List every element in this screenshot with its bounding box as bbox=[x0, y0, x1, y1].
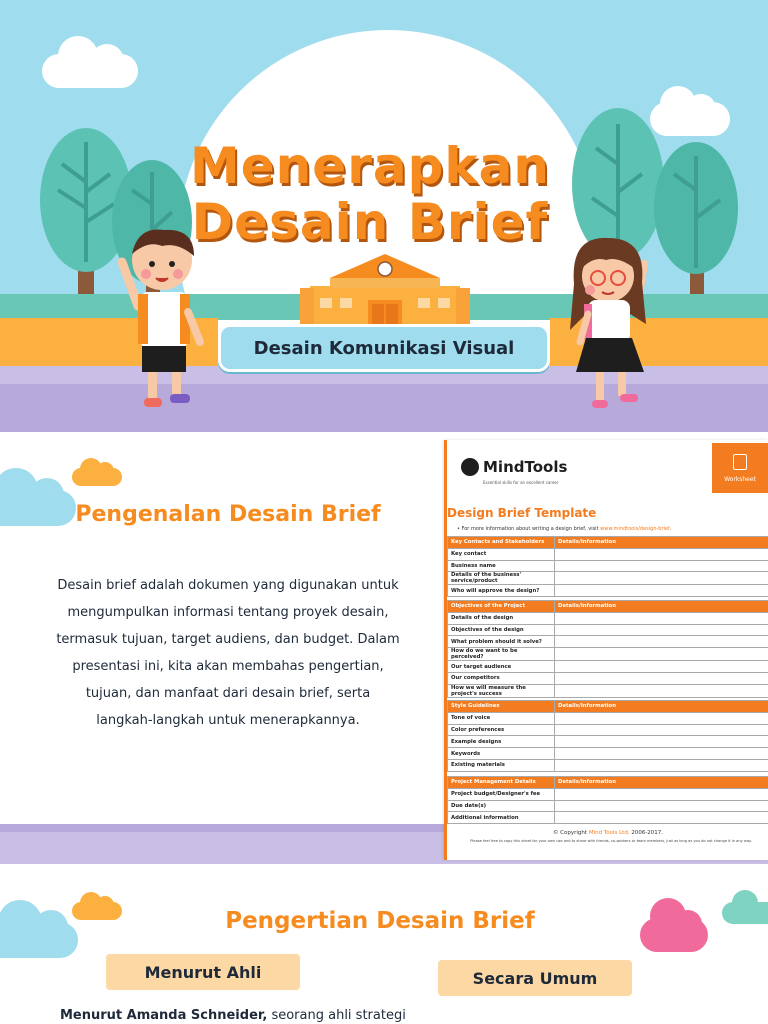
table-header-value: Details/Information bbox=[555, 537, 768, 549]
table-row bbox=[448, 788, 768, 800]
cloud-pink bbox=[640, 918, 708, 952]
table-row bbox=[448, 661, 768, 673]
row-value[interactable] bbox=[555, 572, 768, 585]
title-block bbox=[150, 138, 590, 250]
row-label: Our competitors bbox=[448, 672, 555, 684]
slide-title bbox=[0, 0, 768, 432]
table-header: Project Management Details bbox=[448, 777, 555, 789]
table-header: Objectives of the Project bbox=[448, 601, 555, 613]
row-value[interactable] bbox=[555, 684, 768, 697]
row-value[interactable] bbox=[555, 548, 768, 560]
table-row bbox=[448, 612, 768, 624]
subtitle-box bbox=[218, 324, 550, 372]
row-label: Tone of voice bbox=[448, 712, 555, 724]
table-header-value: Details/Information bbox=[555, 777, 768, 789]
mindtools-logo bbox=[461, 458, 567, 476]
row-label: Due date(s) bbox=[448, 800, 555, 812]
row-value[interactable] bbox=[555, 736, 768, 748]
table-objectives bbox=[447, 600, 768, 698]
row-value[interactable] bbox=[555, 636, 768, 648]
row-label: Details of the design bbox=[448, 612, 555, 624]
copyright-prefix: © Copyright bbox=[552, 830, 588, 836]
table-row bbox=[448, 748, 768, 760]
table-header: Key Contacts and Stakeholders bbox=[448, 537, 555, 549]
title-line-1: Menerapkan bbox=[190, 137, 550, 195]
cloud-orange bbox=[72, 468, 122, 486]
doc-info-link[interactable]: www.mindtools/design-brief bbox=[600, 526, 670, 532]
table-row bbox=[448, 800, 768, 812]
row-label: Our target audience bbox=[448, 661, 555, 673]
table-row bbox=[448, 636, 768, 648]
table-header-value: Details/Information bbox=[555, 701, 768, 713]
section-body bbox=[60, 1008, 406, 1023]
row-value[interactable] bbox=[555, 612, 768, 624]
document-icon bbox=[733, 454, 747, 470]
section-heading: Pengertian Desain Brief bbox=[225, 908, 535, 934]
table-row bbox=[448, 812, 768, 824]
table-row bbox=[448, 684, 768, 697]
pill-general: Secara Umum bbox=[438, 960, 632, 996]
girl-character-icon bbox=[566, 234, 662, 414]
doc-title: Design Brief Template bbox=[447, 506, 597, 520]
table-row bbox=[448, 648, 768, 661]
table-header: Style Guidelines bbox=[448, 701, 555, 713]
table-row bbox=[448, 624, 768, 636]
row-value[interactable] bbox=[555, 661, 768, 673]
worksheet-label: Worksheet bbox=[724, 475, 756, 483]
body-rest: seorang ahli strategi bbox=[267, 1008, 406, 1023]
row-label: Color preferences bbox=[448, 724, 555, 736]
row-value[interactable] bbox=[555, 812, 768, 824]
row-label: Who will approve the design? bbox=[448, 585, 555, 597]
copyright-years: 2006-2017. bbox=[631, 830, 664, 836]
slide-introduction bbox=[0, 432, 768, 864]
row-value[interactable] bbox=[555, 748, 768, 760]
row-value[interactable] bbox=[555, 648, 768, 661]
row-label: How do we want to be perceived? bbox=[448, 648, 555, 661]
row-label: Details of the business' service/product bbox=[448, 572, 555, 585]
row-value[interactable] bbox=[555, 712, 768, 724]
design-brief-document bbox=[444, 440, 768, 860]
logo-tagline: Essential skills for an excellent career bbox=[483, 480, 559, 485]
body-bold: Menurut Amanda Schneider, bbox=[60, 1008, 268, 1023]
table-row bbox=[448, 548, 768, 560]
subtitle-text: Desain Komunikasi Visual bbox=[253, 337, 515, 359]
row-value[interactable] bbox=[555, 560, 768, 572]
table-style bbox=[447, 700, 768, 772]
row-value[interactable] bbox=[555, 672, 768, 684]
table-row bbox=[448, 672, 768, 684]
row-value[interactable] bbox=[555, 759, 768, 771]
table-row bbox=[448, 736, 768, 748]
doc-copyright bbox=[447, 830, 768, 836]
row-value[interactable] bbox=[555, 585, 768, 597]
row-label: Example designs bbox=[448, 736, 555, 748]
doc-info-text: For more information about writing a design brief, visit bbox=[461, 526, 599, 532]
row-label: Keywords bbox=[448, 748, 555, 760]
title-line-2: Desain Brief bbox=[191, 193, 549, 251]
head-icon bbox=[461, 458, 479, 476]
table-row bbox=[448, 759, 768, 771]
row-label: Existing materials bbox=[448, 759, 555, 771]
doc-info: • For more information about writing a design brief, visit www.mindtools/design-brief. bbox=[457, 526, 671, 532]
table-row bbox=[448, 712, 768, 724]
table-row bbox=[448, 572, 768, 585]
cloud-teal bbox=[722, 902, 768, 924]
row-label: What problem should it solve? bbox=[448, 636, 555, 648]
row-label: Additional information bbox=[448, 812, 555, 824]
row-label: Key contact bbox=[448, 548, 555, 560]
row-label: How we will measure the project's success bbox=[448, 684, 555, 697]
row-value[interactable] bbox=[555, 624, 768, 636]
cloud-orange bbox=[72, 902, 122, 920]
copyright-holder: Mind Tools Ltd, bbox=[588, 830, 630, 836]
table-row bbox=[448, 724, 768, 736]
doc-fine-print: Please feel free to copy this sheet for your own use and to share with friends, co-workers or team members, just as long as you do not change it in any way. bbox=[470, 839, 752, 843]
table-header-value: Details/Information bbox=[555, 601, 768, 613]
slide-definition bbox=[0, 864, 768, 1024]
school-building-icon bbox=[300, 252, 470, 328]
row-value[interactable] bbox=[555, 788, 768, 800]
cloud-blue bbox=[0, 490, 76, 526]
logo-text: MindTools bbox=[483, 458, 568, 476]
table-row bbox=[448, 585, 768, 597]
section-heading: Pengenalan Desain Brief bbox=[75, 502, 381, 527]
row-value[interactable] bbox=[555, 724, 768, 736]
row-label: Objectives of the design bbox=[448, 624, 555, 636]
cloud-left bbox=[42, 54, 138, 88]
cloud-blue bbox=[0, 922, 78, 958]
section-body: Desain brief adalah dokumen yang digunakan untuk mengumpulkan informasi tentang proyek desain, termasuk tujuan, target audiens, dan budget. Dalam presentasi ini, kita akan membahas pengertian, tujuan, dan manfaat dari desain brief, serta langkah-langkah untuk menerapkannya. bbox=[56, 578, 400, 728]
pill-expert: Menurut Ahli bbox=[106, 954, 300, 990]
table-row bbox=[448, 560, 768, 572]
row-value[interactable] bbox=[555, 800, 768, 812]
row-label: Business name bbox=[448, 560, 555, 572]
worksheet-badge bbox=[712, 443, 768, 493]
row-label: Project budget/Designer's fee bbox=[448, 788, 555, 800]
table-project-management bbox=[447, 776, 768, 824]
table-stakeholders bbox=[447, 536, 768, 597]
